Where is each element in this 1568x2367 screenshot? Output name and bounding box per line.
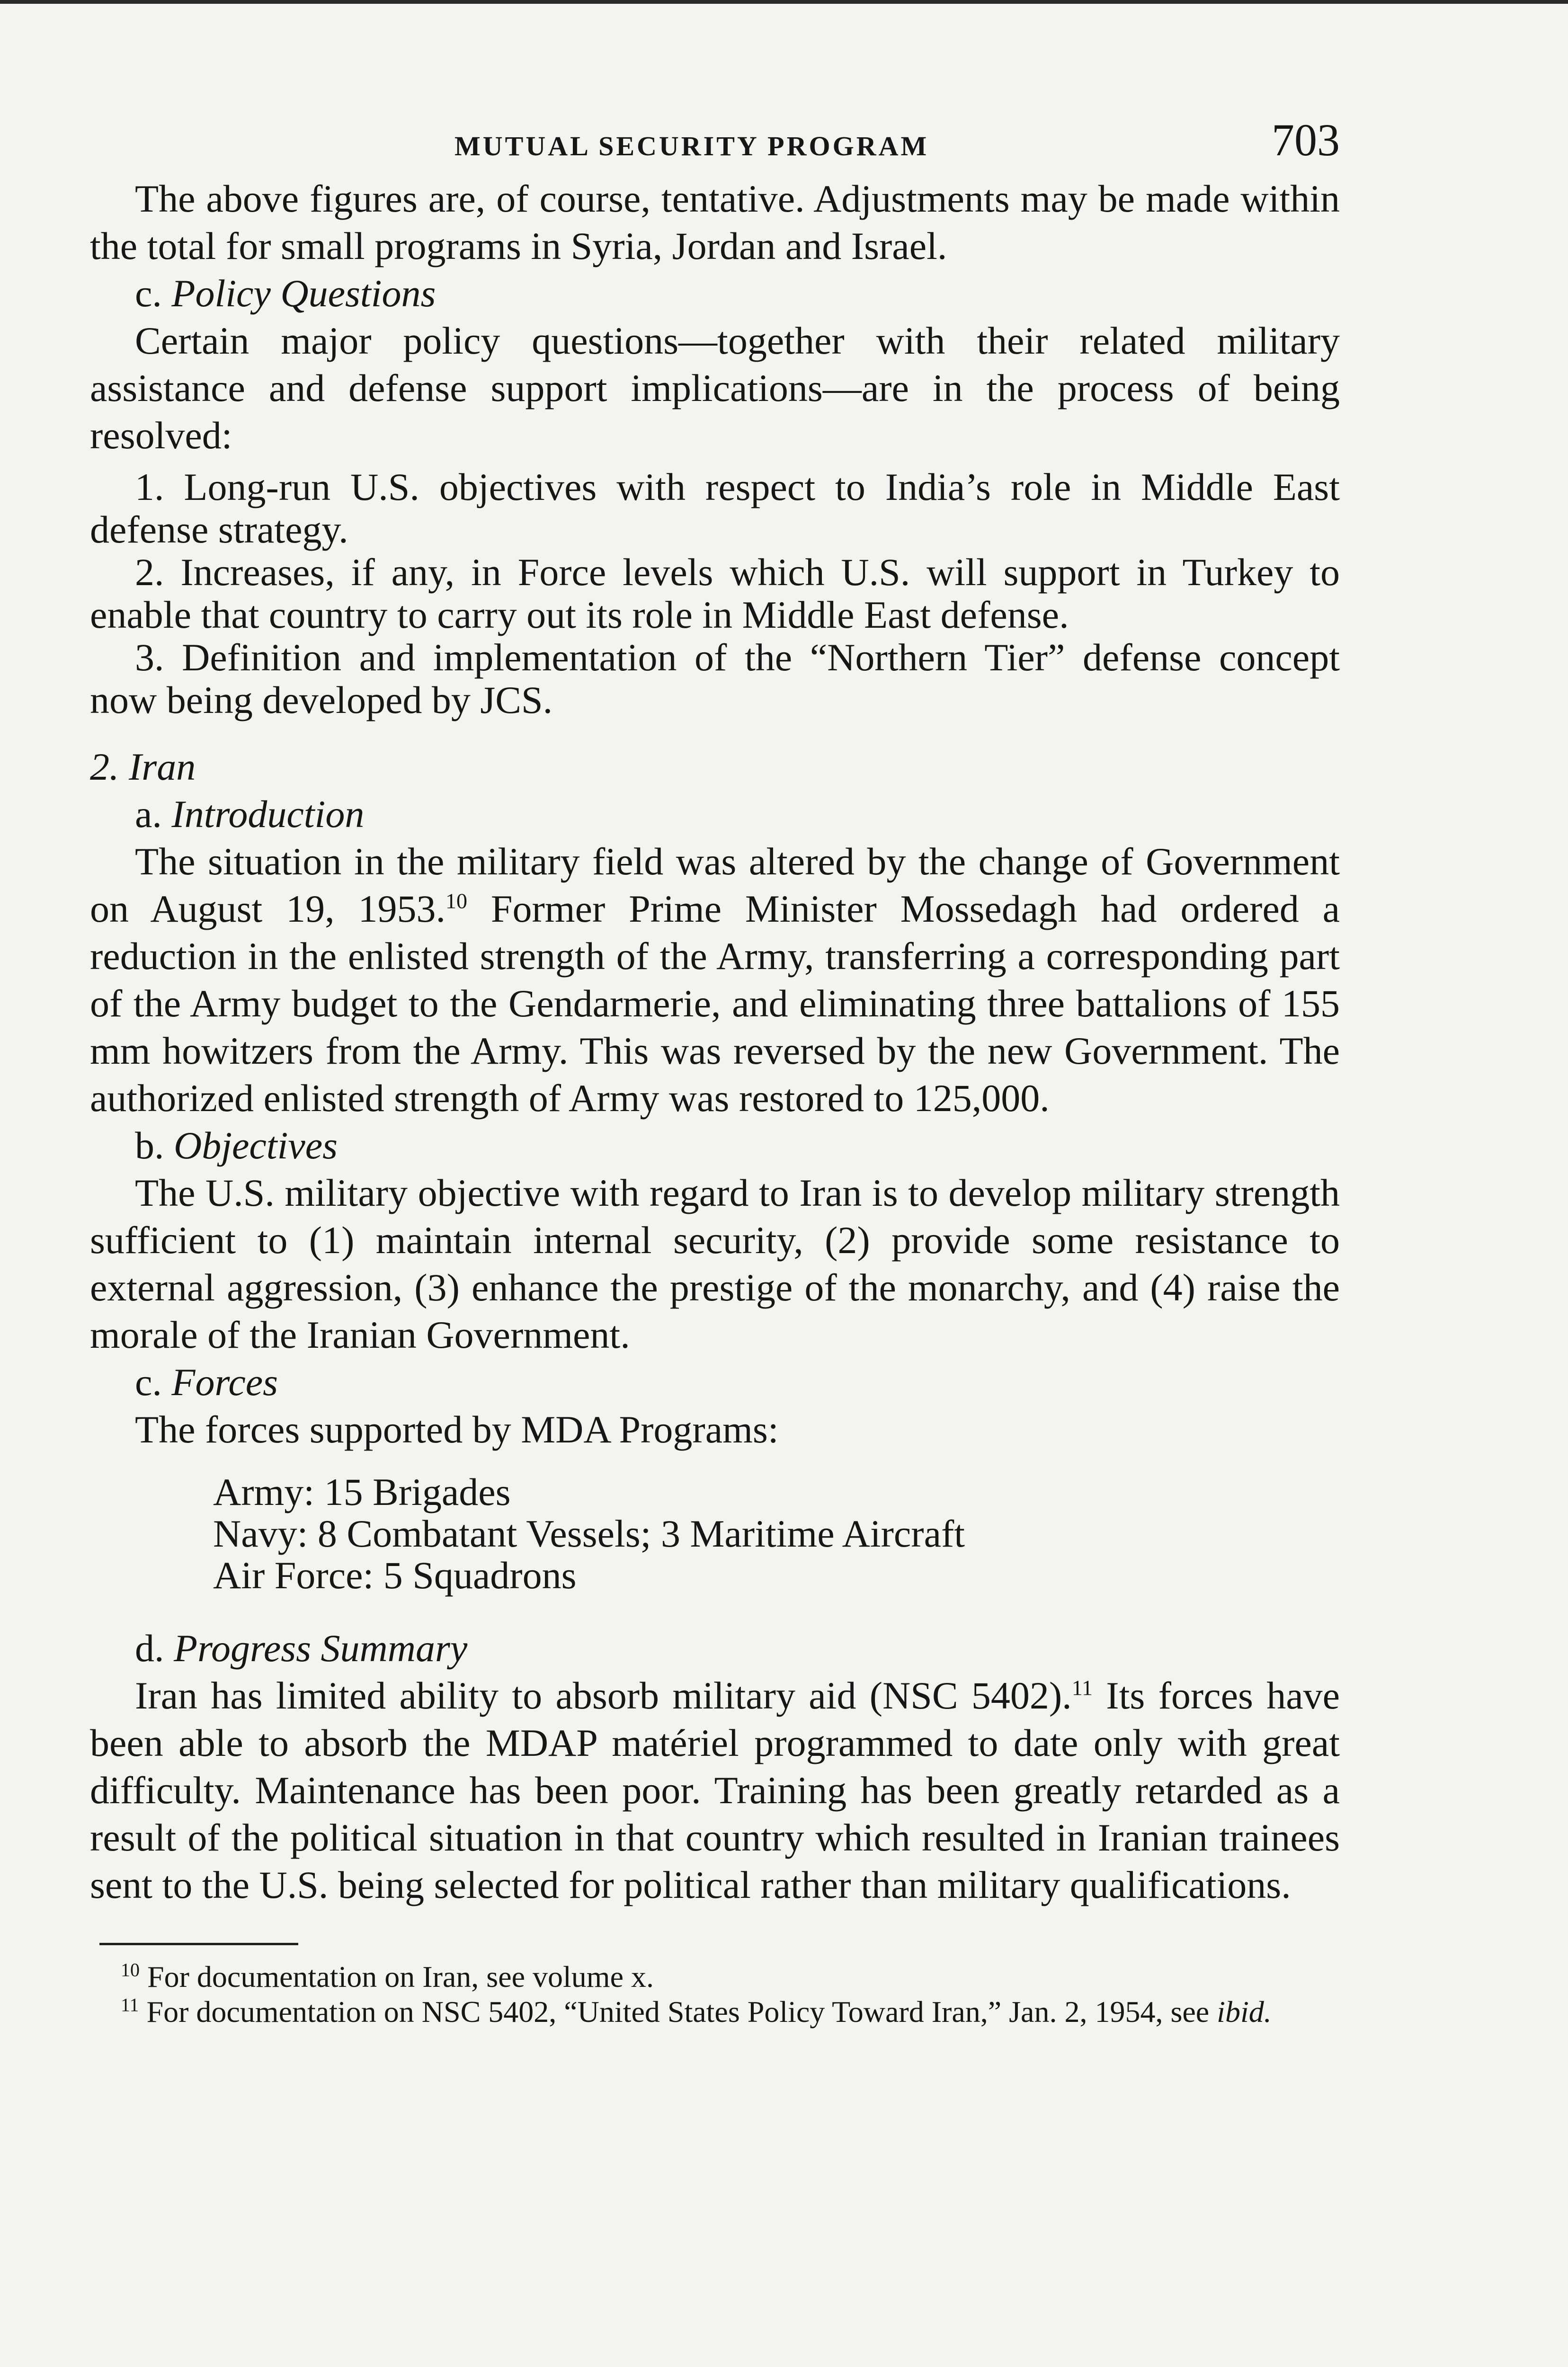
footnote-italic: ibid. [1217,1995,1272,2029]
footnote-text: For documentation on NSC 5402, “United States Policy Toward Iran,” Jan. 2, 1954, see [146,1995,1217,2029]
heading-policy-questions [135,270,1340,317]
paragraph-policy-intro: Certain major policy questions—together with their related military assistance and defense support implications—are in the process of being resolved: [90,319,1340,457]
text: Former Prime Minister Mossedagh had ordered a reduction in the enlisted strength of the Army, transferring a corresponding part of the Army budget to the Gendarmerie, and eliminating three battalions of 155 mm howitzers from the Army. This was reversed by the new Government. The authorized enlisted strength of Army was restored to 125,000. [90,887,1340,1120]
paragraph-forces-intro: The forces supported by MDA Programs: [135,1408,779,1451]
footnote-ref: 10 [445,889,468,913]
heading-title: Forces [171,1361,278,1404]
footnote-mark: 11 [121,1994,139,2016]
list-item: Navy: 8 Combatant Vessels; 3 Maritime Aircraft [213,1512,965,1555]
footnote-text: For documentation on Iran, see volume x. [147,1960,654,1993]
top-border [0,0,1568,4]
section-number: 2. [90,745,119,788]
document-page [90,115,1340,2029]
heading-introduction [135,791,1340,838]
list-item: 1. Long-run U.S. objectives with respect to India’s role in Middle East defense strategy. [90,465,1340,551]
heading-label: b. [135,1124,164,1167]
heading-label: a. [135,792,162,836]
page-number: 703 [1272,115,1340,165]
list-item: Army: 15 Brigades [213,1470,511,1513]
heading-progress-summary [135,1625,1340,1672]
text: Iran has limited ability to absorb military aid (NSC 5402). [135,1674,1072,1717]
text: Its forces have been able to absorb the MDAP matériel programmed to date only with great difficulty. Maintenance has been poor. Training has been greatly retarded as a result of the political situation in that country which resulted in Iranian trainees sent to the U.S. being selected for political rather than military qualifications. [90,1674,1340,1906]
list-item: 2. Increases, if any, in Force levels which U.S. will support in Turkey to enable that country to carry out its role in Middle East defense. [90,551,1340,636]
heading-forces [135,1359,1340,1406]
heading-label: d. [135,1627,164,1670]
policy-questions-list [90,466,1340,721]
footnote [90,1959,1340,1994]
page-header [90,115,1340,175]
paragraph-progress [90,1672,1340,1909]
footnote-ref: 11 [1071,1675,1093,1700]
forces-list [213,1471,1340,1596]
list-item: Air Force: 5 Squadrons [213,1554,577,1597]
heading-title: Progress Summary [174,1627,468,1670]
section-title: Iran [129,745,196,788]
paragraph-objectives: The U.S. military objective with regard to Iran is to develop military strength sufficient to (1) maintain internal security, (2) provide some resistance to external aggression, (3) enhance the prestige of the monarchy, and (4) raise the morale of the Iranian Government. [90,1171,1340,1356]
heading-objectives [135,1122,1340,1169]
heading-title: Objectives [174,1124,338,1167]
heading-label: c. [135,272,162,315]
footnote-mark: 10 [121,1959,140,1981]
list-item: 3. Definition and implementation of the “Northern Tier” defense concept now being developed by JCS. [90,636,1340,721]
heading-label: c. [135,1361,162,1404]
paragraph-tentative-figures: The above figures are, of course, tentative. Adjustments may be made within the total for small programs in Syria, Jordan and Israel. [90,177,1340,267]
text: The situation in the military field was altered by the change of Government on August 19, 1953. [90,840,1340,930]
paragraph-introduction [90,838,1340,1122]
section-heading-iran [90,743,1340,791]
running-head: MUTUAL SECURITY PROGRAM [454,131,929,161]
heading-title: Introduction [171,792,365,836]
footnote [90,1994,1340,2029]
heading-title: Policy Questions [171,272,436,315]
footnote-divider [99,1943,298,1945]
